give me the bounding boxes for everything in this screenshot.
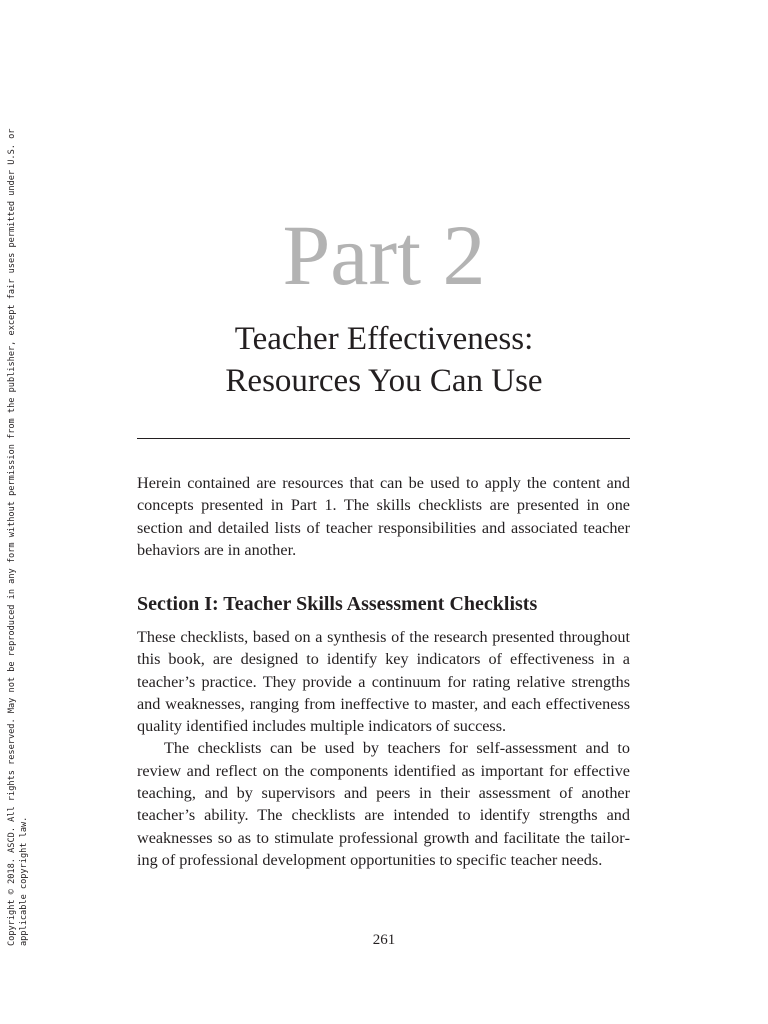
page-number: 261 [372,932,396,948]
subtitle-line-2: Resources You Can Use [225,363,543,399]
body-paragraph-2: The checklists can be used by teachers for self-assessment and to review and reflect on the components identified as important for effective teaching, and by supervisors and peers in their assessment of another teacher’s ability. The checklists are intended to identify strengths and weaknesses so as to stimulate professional growth and facilitate the tailoring of professional development opportunities to specific teacher needs. [137,739,630,869]
section-heading: Section I: Teacher Skills Assessment Checklists [137,593,538,615]
part-subtitle [0,318,768,402]
section-body [137,626,630,871]
horizontal-rule [137,438,630,439]
body-paragraph-1: These checklists, based on a synthesis of the research presented throughout this book, are designed to identify key indicators of effectiveness in a teacher’s practice. They provide a continuum for rating relative strengths and weaknesses, ranging from ineffective to master, and each effectiveness quality identified includes multiple indicators of success. [137,628,630,736]
subtitle-line-1: Teacher Effectiveness: [234,321,534,357]
intro-paragraph: Herein contained are resources that can be used to apply the content and concepts presented in Part 1. The skills checklists are presented in one section and detailed lists of teacher responsibilities and associated teacher behaviors are in another. [137,474,630,559]
part-title: Part 2 [282,207,486,303]
copyright-notice: Copyright © 2018. ASCD. All rights reserved. May not be reproduced in any form without permission from the publisher, except fair uses permitted under U.S. or applicable copyright law. [7,128,29,946]
